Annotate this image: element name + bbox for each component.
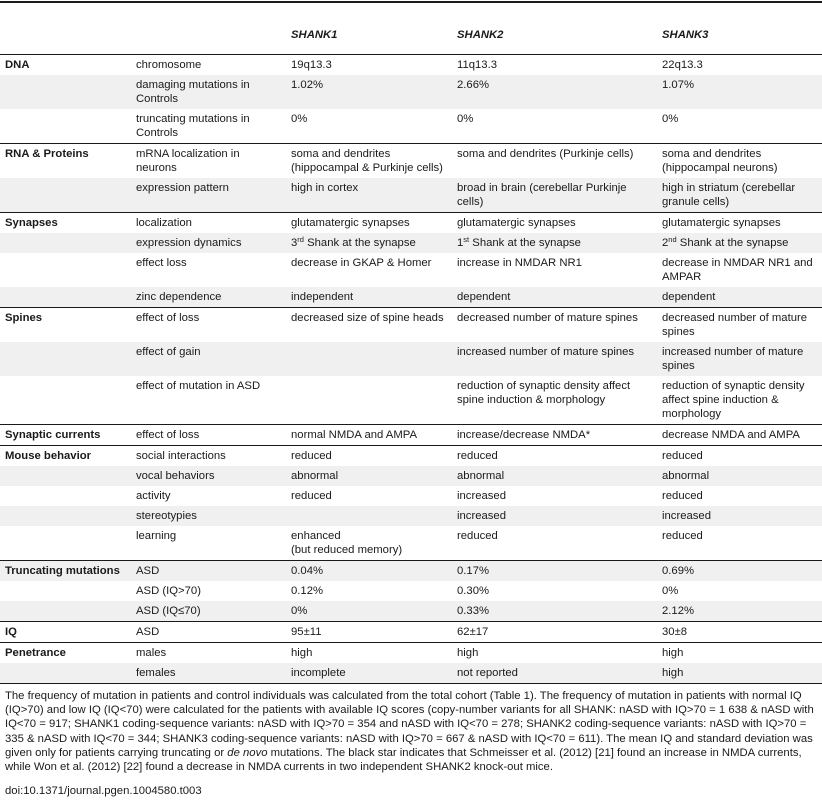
shank2-value: high bbox=[457, 647, 479, 659]
shank1-value: 1.02% bbox=[291, 79, 324, 91]
shank2-value: increase/decrease NMDA* bbox=[457, 429, 591, 441]
group-label: Synapses bbox=[5, 217, 58, 229]
footnote-paragraph bbox=[5, 689, 817, 774]
shank1-line1: enhanced bbox=[291, 530, 341, 542]
footnote-text-part2: mutations. The black star indicates that Schmeisser et al. (2012) [21] found an increase in NMDA currents, while Won et al. (2012) [22] found a decrease in NMDA currents in two independent SHANK2 knock-out mice. bbox=[5, 746, 802, 774]
shank2-value: abnormal bbox=[457, 470, 505, 482]
header-cell-feature bbox=[131, 28, 286, 55]
shank1-value: decrease in GKAP & Homer bbox=[291, 257, 432, 269]
header-row bbox=[0, 28, 822, 55]
table-row bbox=[0, 213, 822, 234]
table-row bbox=[0, 425, 822, 446]
feature-label: ASD (IQ≤70) bbox=[136, 605, 201, 617]
group-label bbox=[0, 233, 131, 253]
shank3-text: Shank at the synapse bbox=[676, 237, 789, 249]
table-row bbox=[0, 75, 822, 109]
feature-label: expression pattern bbox=[136, 182, 229, 194]
shank3-value: decreased number of mature spines bbox=[662, 312, 808, 338]
feature-label: females bbox=[136, 667, 176, 679]
shank1-value: soma and dendrites (hippocampal & Purkinje cells) bbox=[291, 148, 443, 174]
shank1-line2: (but reduced memory) bbox=[291, 544, 403, 556]
shank3-value: abnormal bbox=[662, 470, 710, 482]
shank2-value: dependent bbox=[457, 291, 511, 303]
shank2-value: glutamatergic synapses bbox=[457, 217, 576, 229]
group-label bbox=[0, 75, 131, 109]
shank2-value bbox=[452, 233, 657, 253]
shank1-value: 19q13.3 bbox=[291, 59, 332, 71]
feature-label: expression dynamics bbox=[136, 237, 242, 249]
shank2-value: 0.30% bbox=[457, 585, 490, 597]
group-label bbox=[0, 466, 131, 486]
shank1-value: reduced bbox=[291, 490, 332, 502]
shank3-value: 2.12% bbox=[662, 605, 695, 617]
feature-label: mRNA localization in neurons bbox=[136, 148, 240, 174]
shank3-value: increased bbox=[662, 510, 711, 522]
group-label: Spines bbox=[5, 312, 43, 324]
table-row bbox=[0, 178, 822, 213]
shank1-value: 95±11 bbox=[291, 626, 322, 638]
table-footnote bbox=[5, 689, 817, 774]
table-row bbox=[0, 643, 822, 664]
shank-comparison-table bbox=[0, 28, 822, 684]
feature-label: localization bbox=[136, 217, 192, 229]
table-row bbox=[0, 446, 822, 467]
group-label bbox=[0, 109, 131, 144]
shank2-ordinal-suffix: st bbox=[463, 235, 470, 244]
top-rule bbox=[0, 1, 822, 3]
table-row bbox=[0, 308, 822, 343]
shank1-value: 0% bbox=[291, 605, 308, 617]
table-row bbox=[0, 466, 822, 486]
shank3-value: decrease NMDA and AMPA bbox=[662, 429, 800, 441]
shank2-number: 1 bbox=[457, 237, 464, 249]
shank2-value: 0.17% bbox=[457, 565, 490, 577]
shank3-ordinal-suffix: nd bbox=[668, 235, 677, 244]
group-label bbox=[0, 601, 131, 622]
shank1-value: incomplete bbox=[291, 667, 346, 679]
shank2-value: reduced bbox=[457, 450, 498, 462]
shank3-value: high bbox=[662, 667, 684, 679]
shank1-value: glutamatergic synapses bbox=[291, 217, 410, 229]
shank2-value: decreased number of mature spines bbox=[457, 312, 638, 324]
feature-label: ASD (IQ>70) bbox=[136, 585, 201, 597]
feature-label: ASD bbox=[136, 626, 160, 638]
shank3-value: decrease in NMDAR NR1 and AMPAR bbox=[662, 257, 813, 283]
group-label bbox=[0, 663, 131, 684]
feature-label: stereotypies bbox=[136, 510, 197, 522]
shank3-value: high in striatum (cerebellar granule cells) bbox=[662, 182, 796, 208]
table-row bbox=[0, 622, 822, 643]
group-label bbox=[0, 253, 131, 287]
shank3-value: reduction of synaptic density affect spine induction & morphology bbox=[662, 380, 805, 420]
group-label bbox=[0, 486, 131, 506]
shank3-value: 0% bbox=[662, 113, 679, 125]
shank2-value: reduction of synaptic density affect spine induction & morphology bbox=[457, 380, 631, 406]
shank1-text: Shank at the synapse bbox=[303, 237, 416, 249]
feature-label: social interactions bbox=[136, 450, 226, 462]
feature-label: males bbox=[136, 647, 167, 659]
table-row bbox=[0, 233, 822, 253]
shank2-value: increase in NMDAR NR1 bbox=[457, 257, 582, 269]
shank2-value: 2.66% bbox=[457, 79, 490, 91]
shank1-value: high in cortex bbox=[291, 182, 359, 194]
shank2-value: reduced bbox=[457, 530, 498, 542]
shank2-text: Shank at the synapse bbox=[469, 237, 581, 249]
shank1-value: decreased size of spine heads bbox=[291, 312, 444, 324]
shank1-value: normal NMDA and AMPA bbox=[291, 429, 417, 441]
shank1-ordinal-suffix: rd bbox=[297, 235, 304, 244]
shank1-value bbox=[286, 233, 452, 253]
group-label: DNA bbox=[5, 59, 30, 71]
table-row bbox=[0, 109, 822, 144]
group-label: RNA & Proteins bbox=[5, 148, 89, 160]
shank3-value: 0.69% bbox=[662, 565, 695, 577]
table-row bbox=[0, 506, 822, 526]
group-label bbox=[0, 581, 131, 601]
shank3-value: high bbox=[662, 647, 684, 659]
feature-label: ASD bbox=[136, 565, 160, 577]
shank1-value: high bbox=[291, 647, 313, 659]
feature-label: activity bbox=[136, 490, 171, 502]
shank1-value: 0% bbox=[291, 113, 308, 125]
header-cell-shank1: SHANK1 bbox=[291, 29, 338, 41]
feature-label: effect of loss bbox=[136, 429, 200, 441]
shank3-value: increased number of mature spines bbox=[662, 346, 804, 372]
table-row bbox=[0, 526, 822, 561]
shank3-value: dependent bbox=[662, 291, 716, 303]
group-label bbox=[0, 178, 131, 213]
shank2-value: increased bbox=[457, 510, 506, 522]
feature-label: vocal behaviors bbox=[136, 470, 215, 482]
shank1-value bbox=[286, 506, 452, 526]
shank3-value: reduced bbox=[662, 530, 703, 542]
shank3-value bbox=[657, 233, 822, 253]
group-label bbox=[0, 526, 131, 561]
shank3-number: 2 bbox=[662, 237, 669, 249]
shank1-value: 0.12% bbox=[291, 585, 324, 597]
shank1-value: reduced bbox=[291, 450, 332, 462]
header-cell-group bbox=[0, 28, 131, 55]
shank3-value: reduced bbox=[662, 490, 703, 502]
shank3-value: soma and dendrites (hippocampal neurons) bbox=[662, 148, 778, 174]
table-row bbox=[0, 663, 822, 684]
shank1-value bbox=[286, 342, 452, 376]
shank2-value: broad in brain (cerebellar Purkinje cells) bbox=[457, 182, 627, 208]
table-row bbox=[0, 486, 822, 506]
footnote-text-part1: The frequency of mutation in patients and control individuals was calculated from the total cohort (Table 1). The frequency of mutation in patients with normal IQ (IQ>70) and low IQ (IQ<70) were calculated for the patients with available IQ scores (copy-number variants for all SHANK: nASD with IQ>70 = 1 638 & nASD with IQ<70 = 917; SHANK1 coding-sequence variants: nASD with IQ>70 = 354 and nASD with IQ<70 = 278; SHANK2 coding-sequence variants: nASD with IQ>70 = 335 & nASD with IQ<70 = 344; SHANK3 coding-sequence variants: nASD with IQ>70 = 667 & nASD with IQ<70 = 611). The mean IQ and standard deviation was given only for patients carrying truncating or bbox=[5, 690, 814, 759]
table-row bbox=[0, 561, 822, 582]
table-row bbox=[0, 55, 822, 76]
feature-label: zinc dependence bbox=[136, 291, 222, 303]
shank2-value: 0.33% bbox=[457, 605, 490, 617]
shank1-value: independent bbox=[291, 291, 354, 303]
table-row bbox=[0, 601, 822, 622]
group-label bbox=[0, 342, 131, 376]
feature-label: effect loss bbox=[136, 257, 187, 269]
shank2-value: increased bbox=[457, 490, 506, 502]
feature-label: damaging mutations in Controls bbox=[136, 79, 250, 105]
shank2-value: 0% bbox=[457, 113, 474, 125]
shank3-value: 30±8 bbox=[662, 626, 688, 638]
table-row bbox=[0, 287, 822, 308]
shank2-value: not reported bbox=[457, 667, 518, 679]
table-row bbox=[0, 581, 822, 601]
shank3-value: 22q13.3 bbox=[662, 59, 703, 71]
shank3-value: 1.07% bbox=[662, 79, 695, 91]
feature-label: effect of loss bbox=[136, 312, 200, 324]
shank3-value: glutamatergic synapses bbox=[662, 217, 781, 229]
feature-label: effect of gain bbox=[136, 346, 201, 358]
doi-line: doi:10.1371/journal.pgen.1004580.t003 bbox=[5, 785, 202, 797]
group-label bbox=[0, 287, 131, 308]
group-label: IQ bbox=[5, 626, 17, 638]
shank1-value: 0.04% bbox=[291, 565, 324, 577]
group-label: Synaptic currents bbox=[5, 429, 101, 441]
shank1-value bbox=[286, 526, 452, 561]
shank1-number: 3 bbox=[291, 237, 298, 249]
group-label: Mouse behavior bbox=[5, 450, 92, 462]
header-cell-shank2: SHANK2 bbox=[457, 29, 504, 41]
table-row bbox=[0, 144, 822, 179]
shank2-value: 11q13.3 bbox=[457, 59, 497, 71]
table-row bbox=[0, 253, 822, 287]
header-cell-shank3: SHANK3 bbox=[662, 29, 709, 41]
feature-label: effect of mutation in ASD bbox=[136, 380, 261, 392]
shank2-value: 62±17 bbox=[457, 626, 489, 638]
group-label: Penetrance bbox=[5, 647, 66, 659]
footnote-italic-term: de novo bbox=[227, 746, 268, 759]
group-label: Truncating mutations bbox=[5, 565, 120, 577]
shank2-value: increased number of mature spines bbox=[457, 346, 635, 358]
shank1-value bbox=[286, 376, 452, 425]
group-label bbox=[0, 506, 131, 526]
table-row bbox=[0, 342, 822, 376]
shank3-value: reduced bbox=[662, 450, 703, 462]
feature-label: truncating mutations in Controls bbox=[136, 113, 250, 139]
group-label bbox=[0, 376, 131, 425]
shank3-value: 0% bbox=[662, 585, 679, 597]
table-row bbox=[0, 376, 822, 425]
feature-label: chromosome bbox=[136, 59, 202, 71]
shank1-value: abnormal bbox=[291, 470, 339, 482]
feature-label: learning bbox=[136, 530, 177, 542]
shank2-value: soma and dendrites (Purkinje cells) bbox=[457, 148, 634, 160]
